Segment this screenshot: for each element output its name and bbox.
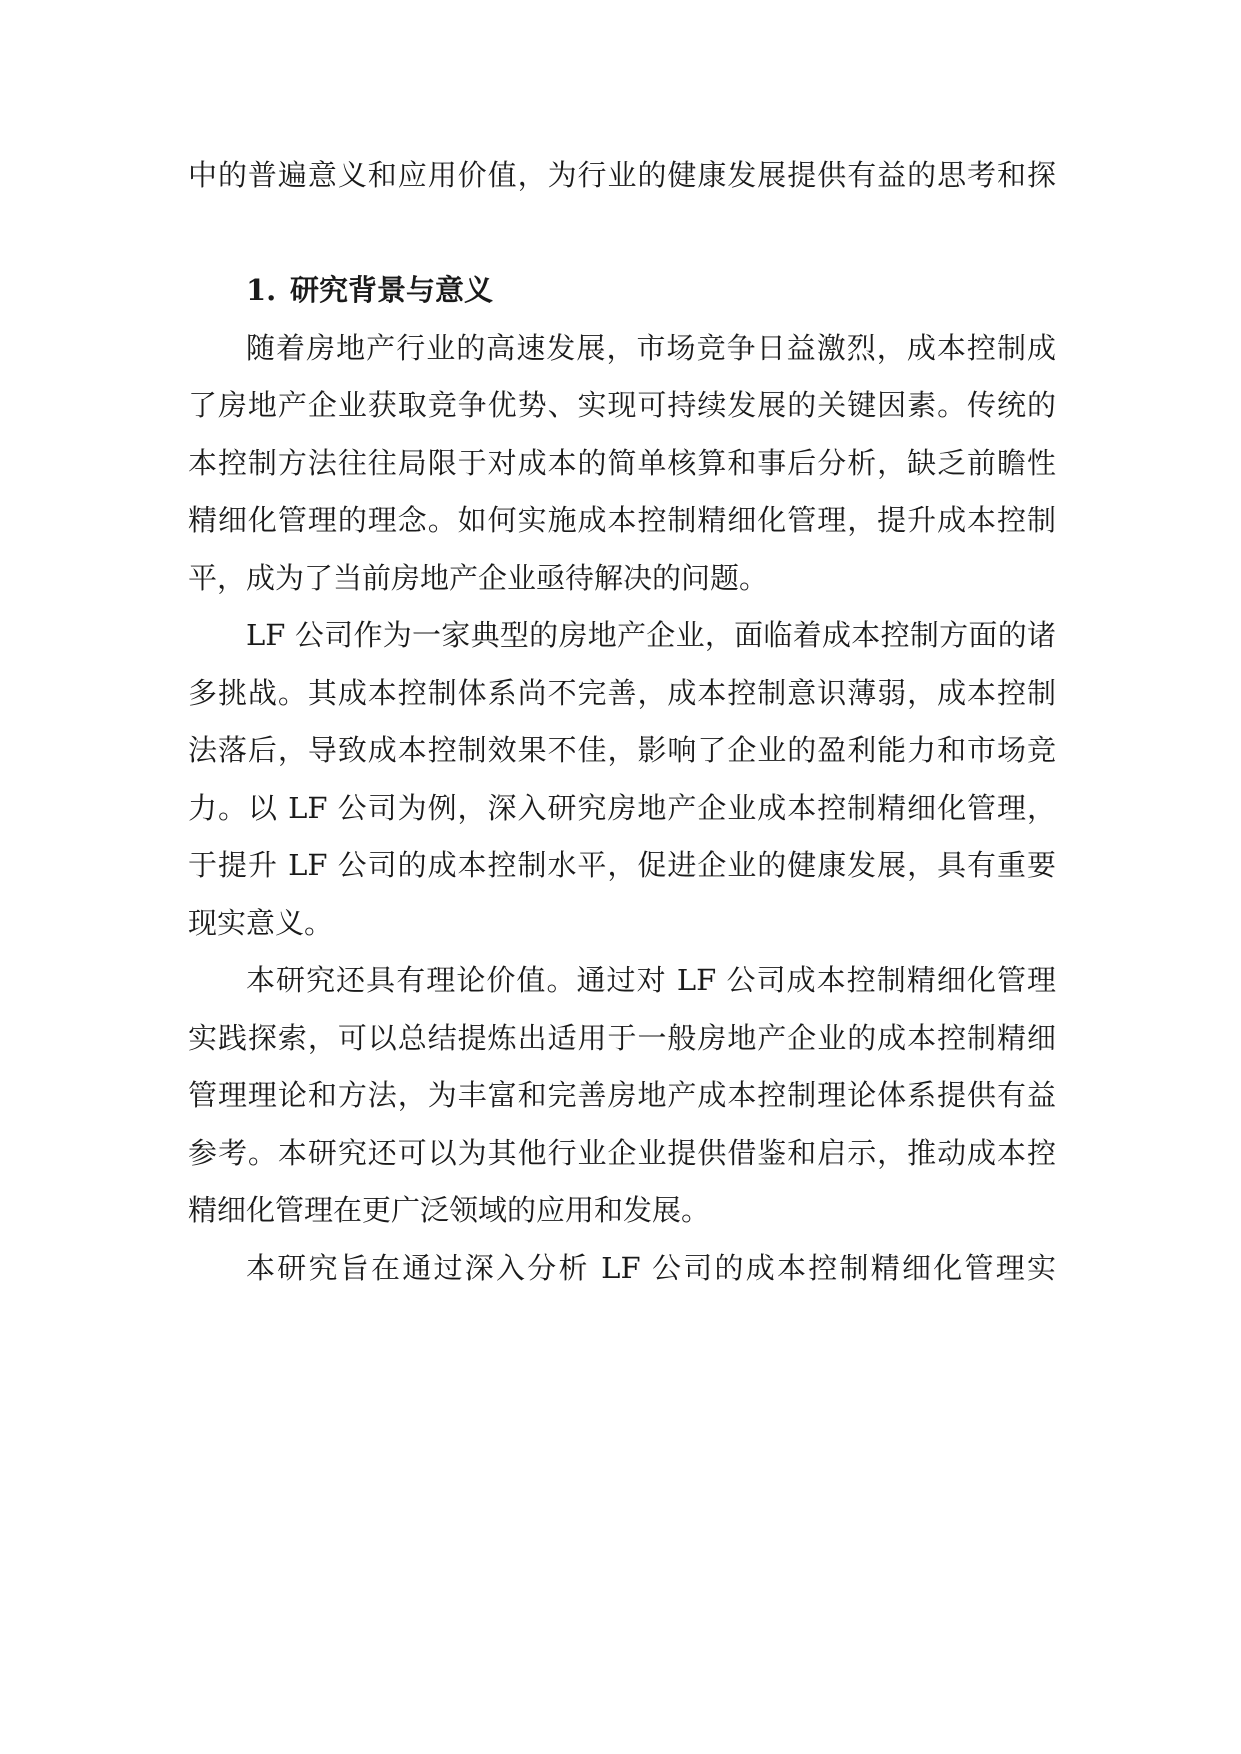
paragraph-line: 精细化管理在更广泛领域的应用和发展。 bbox=[188, 1193, 711, 1227]
intro-line: 中的普遍意义和应用价值，为行业的健康发展提供有益的思考和探 bbox=[188, 158, 1056, 192]
spacer bbox=[188, 205, 1056, 263]
paragraph-3 bbox=[188, 952, 1056, 1240]
paragraph-1 bbox=[188, 320, 1056, 608]
section-number: 1. bbox=[246, 273, 277, 307]
paragraph-line: 法落后，导致成本控制效果不佳，影响了企业的盈利能力和市场竞 bbox=[188, 733, 1056, 767]
paragraph-line: 力。以 LF 公司为例，深入研究房地产企业成本控制精细化管理， bbox=[188, 790, 1056, 825]
paragraph-2 bbox=[188, 607, 1056, 952]
paragraph-line: 现实意义。 bbox=[188, 905, 334, 940]
paragraph-line: 本研究旨在通过深入分析 LF 公司的成本控制精细化管理实 bbox=[246, 1250, 1056, 1285]
paragraph-line: 实践探索，可以总结提炼出适用于一般房地产企业的成本控制精细 bbox=[188, 1020, 1056, 1055]
paragraph-line: 于提升 LF 公司的成本控制水平，促进企业的健康发展，具有重要 bbox=[188, 848, 1056, 882]
section-heading bbox=[188, 262, 1056, 320]
paragraph-line: 平，成为了当前房地产企业亟待解决的问题。 bbox=[188, 560, 769, 595]
paragraph-line: 本控制方法往往局限于对成本的简单核算和事后分析，缺乏前瞻性 bbox=[188, 445, 1056, 480]
paragraph-line: 了房地产企业获取竞争优势、实现可持续发展的关键因素。传统的 bbox=[188, 388, 1056, 422]
paragraph-line: 本研究还具有理论价值。通过对 LF 公司成本控制精细化管理 bbox=[246, 963, 1056, 997]
paragraph-line: 随着房地产行业的高速发展，市场竞争日益激烈，成本控制成 bbox=[246, 330, 1056, 365]
paragraph-line: 多挑战。其成本控制体系尚不完善，成本控制意识薄弱，成本控制 bbox=[188, 675, 1056, 710]
paragraph-line: 管理理论和方法，为丰富和完善房地产成本控制理论体系提供有益 bbox=[188, 1078, 1056, 1112]
section-title: 研究背景与意义 bbox=[290, 273, 494, 307]
paragraph-4 bbox=[188, 1240, 1056, 1298]
paragraph-line: 精细化管理的理念。如何实施成本控制精细化管理，提升成本控制 bbox=[188, 503, 1056, 537]
paragraph-line: LF 公司作为一家典型的房地产企业，面临着成本控制方面的诸 bbox=[246, 618, 1056, 652]
paragraph-line: 参考。本研究还可以为其他行业企业提供借鉴和启示，推动成本控 bbox=[188, 1135, 1056, 1170]
document-page bbox=[188, 147, 1056, 1297]
